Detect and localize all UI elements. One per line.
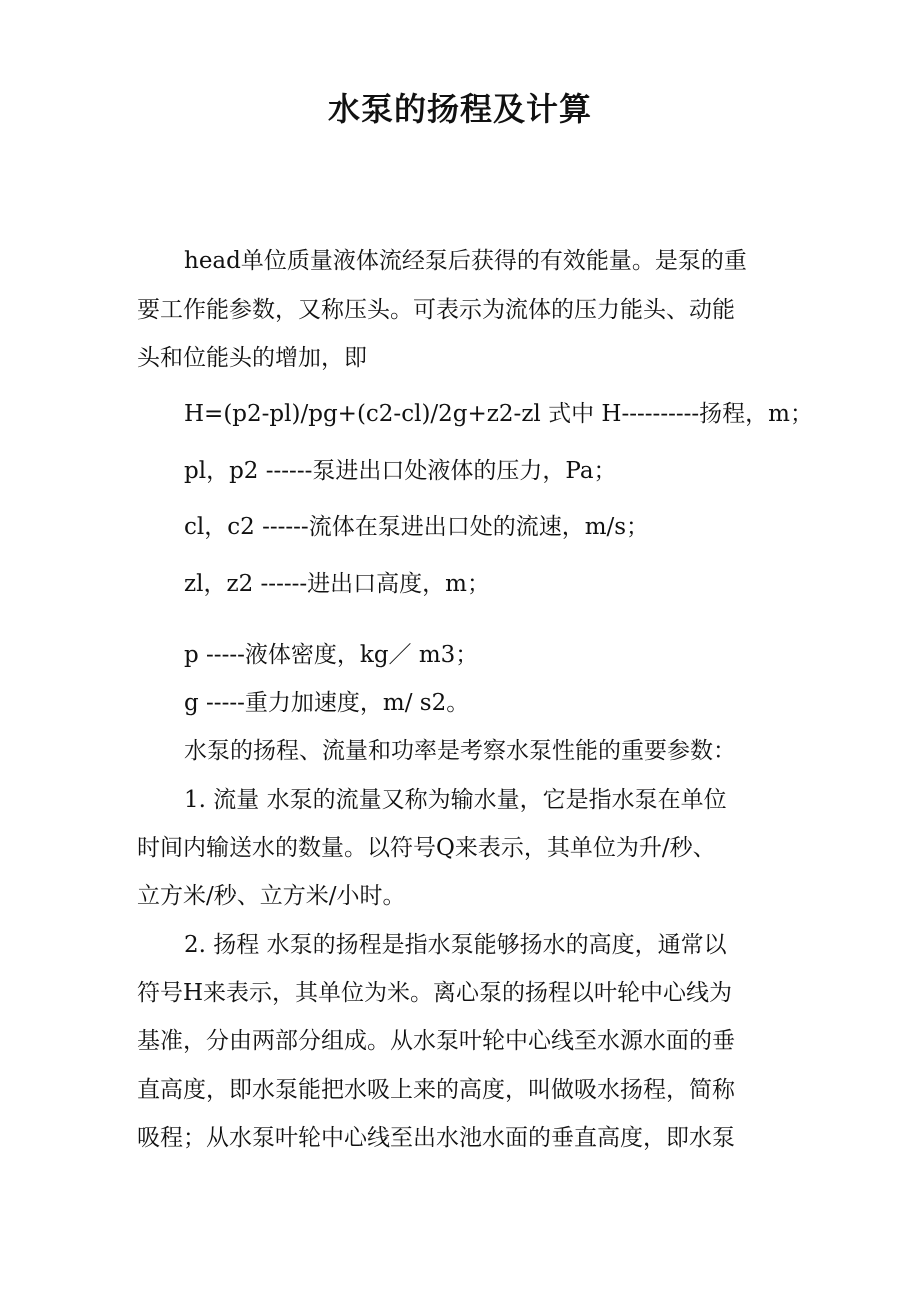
head-line-2: 符号H来表示，其单位为米。离心泵的扬程以叶轮中心线为: [137, 980, 733, 1006]
variable-c-line: cl，c2 ------流体在泵进出口处的流速，m/s；: [184, 514, 650, 540]
variable-z-line: zl，z2 ------进出口高度，m；: [184, 571, 490, 597]
intro-line-3: 头和位能头的增加，即: [137, 345, 367, 371]
variable-gravity-line: g -----重力加速度，m/ s2。: [184, 690, 470, 716]
head-line-1: 2. 扬程 水泵的扬程是指水泵能够扬水的高度，通常以: [184, 932, 727, 958]
intro-line-1: head单位质量液体流经泵后获得的有效能量。是泵的重: [184, 248, 747, 274]
head-line-3: 基准，分由两部分组成。从水泵叶轮中心线至水源水面的垂: [137, 1028, 735, 1054]
summary-line: 水泵的扬程、流量和功率是考察水泵性能的重要参数：: [184, 738, 736, 764]
variable-p-line: pl，p2 ------泵进出口处液体的压力，Pa；: [184, 458, 617, 484]
flow-line-3: 立方米/秒、立方米/小时。: [137, 883, 406, 909]
intro-line-2: 要工作能参数，又称压头。可表示为流体的压力能头、动能: [137, 297, 735, 323]
head-line-4: 直高度，即水泵能把水吸上来的高度，叫做吸水扬程，简称: [137, 1077, 735, 1103]
head-line-5: 吸程；从水泵叶轮中心线至出水池水面的垂直高度，即水泵: [137, 1125, 735, 1151]
formula-line: H=(p2-pl)/pg+(c2-cl)/2g+z2-zl 式中 H----------扬程，m；: [184, 401, 813, 427]
flow-line-2: 时间内输送水的数量。以符号Q来表示，其单位为升/秒、: [137, 835, 716, 861]
variable-density-line: p -----液体密度，kg／ m3；: [184, 642, 479, 668]
flow-line-1: 1. 流量 水泵的流量又称为输水量，它是指水泵在单位: [184, 787, 727, 813]
document-title: 水泵的扬程及计算: [327, 90, 592, 128]
